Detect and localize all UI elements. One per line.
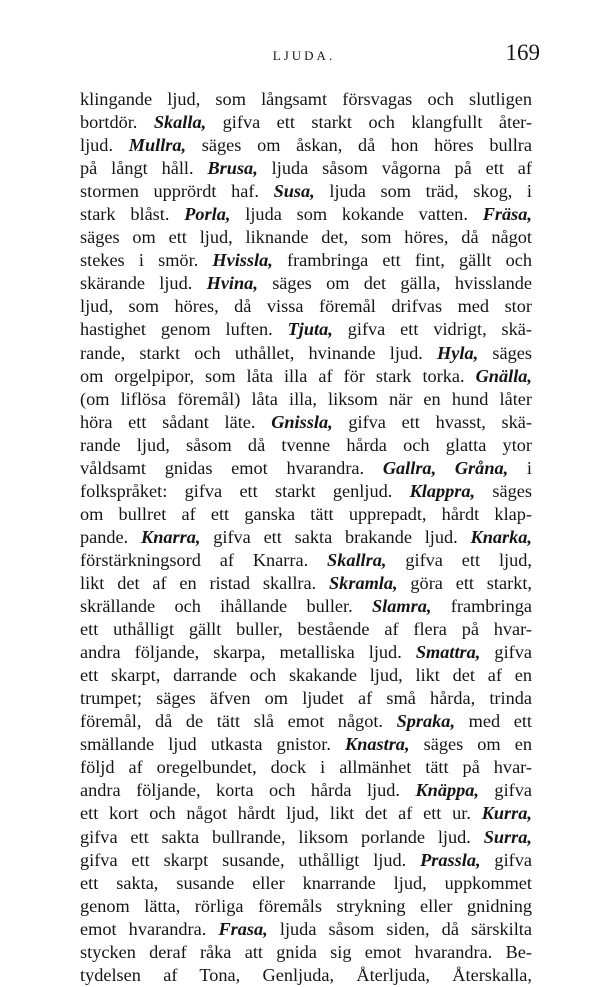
headword: Hvina, [206, 273, 258, 294]
text-line [80, 733, 532, 756]
headword: Gnissla, [271, 411, 333, 432]
text-line [80, 618, 532, 641]
text-run: säges om en [409, 734, 532, 755]
text-run: gifva ett sakta bullrande, liksom porlande ljud. [80, 826, 484, 847]
text-line [80, 457, 532, 480]
text-run: gifva [478, 780, 532, 801]
text-line [80, 641, 532, 664]
headword: Fräsa, [482, 204, 532, 225]
headword: Gnälla, [475, 365, 532, 386]
text-run: gifva ett hvasst, skä- [332, 411, 532, 432]
text-line [80, 111, 532, 134]
page-number: 169 [505, 40, 540, 65]
text-line [80, 526, 532, 549]
text-run: ett skarpt, darrande och skakande ljud, likt det af en [80, 665, 532, 686]
text-line [80, 872, 532, 895]
text-run: ljuda som träd, skog, i [314, 181, 532, 202]
text-run: tydelsen af Tona, Genljuda, Återljuda, Återskalla, [80, 964, 532, 985]
text-run: stark blåst. [80, 204, 185, 225]
text-run: skrällande och ihållande buller. [80, 596, 373, 617]
text-run: smällande ljud utkasta gnistor. [80, 734, 345, 755]
text-line [80, 826, 532, 849]
headword: Skalla, [153, 112, 207, 133]
body-text [80, 88, 532, 987]
text-line [80, 918, 532, 941]
text-run: gifva ett skarpt susande, uthålligt ljud. [80, 849, 421, 870]
text-line [80, 388, 532, 411]
text-run: ett uthålligt gällt buller, bestående af flera på hvar- [80, 619, 532, 640]
headword: Mullra, [128, 135, 187, 156]
text-line [80, 572, 532, 595]
headword: Susa, [273, 181, 315, 202]
text-line [80, 249, 532, 272]
headword: Knastra, [345, 734, 410, 755]
text-line [80, 756, 532, 779]
text-run: emot hvarandra. [80, 918, 219, 939]
text-run: skärande ljud. [80, 273, 207, 294]
headword: Klappra, [409, 480, 476, 501]
text-run: gifva ett starkt och klangfullt åter- [206, 112, 532, 133]
text-run: rande, starkt och uthållet, hvinande ljud. [80, 342, 438, 363]
text-line [80, 480, 532, 503]
text-line [80, 779, 532, 802]
text-run: stekes i smör. [80, 250, 213, 271]
text-line [80, 710, 532, 733]
text-run: följd af oregelbundet, dock i allmänhet tätt på hvar- [80, 757, 532, 778]
text-line [80, 203, 532, 226]
text-line [80, 226, 532, 249]
text-line [80, 964, 532, 987]
text-line [80, 503, 532, 526]
text-run: säges om åskan, då hon höres bullra [186, 135, 532, 156]
text-run: gifva ett vidrigt, skä- [332, 319, 532, 340]
text-line [80, 549, 532, 572]
running-title: LJUDA. [272, 48, 336, 63]
text-run: gifva ett ljud, [386, 549, 532, 570]
text-run: på långt håll. [80, 158, 208, 179]
headword: Prassla, [420, 849, 481, 870]
text-run: om orgelpipor, som låta illa af för stark torka. [80, 365, 476, 386]
text-run: ljud. [80, 135, 129, 156]
headword: Slamra, [372, 596, 432, 617]
headword: Tjuta, [287, 319, 333, 340]
text-run: säges [478, 342, 532, 363]
text-line [80, 895, 532, 918]
text-run: ljuda såsom siden, då särskilta [267, 918, 532, 939]
text-run: likt det af en ristad skallra. [80, 572, 330, 593]
text-run: ljuda såsom vågorna på ett af [257, 158, 532, 179]
text-line [80, 411, 532, 434]
headword: Knarka, [470, 526, 532, 547]
headword: Brusa, [207, 158, 258, 179]
text-line [80, 941, 532, 964]
headword: Frasa, [218, 918, 268, 939]
headword: Spraka, [396, 711, 456, 732]
text-run: ljud, som höres, då vissa föremål drifvas med stor [80, 296, 532, 317]
text-run: trumpet; säges äfven om ljudet af små hårda, trinda [80, 688, 532, 709]
text-run: säges [475, 480, 533, 501]
text-run: med ett [455, 711, 532, 732]
text-run: säges om ett ljud, liknande det, som höres, då något [80, 227, 532, 248]
text-run: rande ljud, såsom då tvenne hårda och glatta ytor [80, 434, 532, 455]
headword: Smattra, [415, 642, 481, 663]
text-run: förstärkningsord af Knarra. [80, 549, 328, 570]
headword: Knarra, [141, 526, 201, 547]
text-run: (om liflösa föremål) låta illa, liksom när en hund låter [80, 388, 532, 409]
headword: Skramla, [329, 572, 398, 593]
text-line [80, 434, 532, 457]
text-line [80, 318, 532, 341]
text-run: föremål, då de tätt slå emot något. [80, 711, 397, 732]
text-run: gifva ett sakta brakande ljud. [200, 526, 471, 547]
text-run: göra ett starkt, [397, 572, 532, 593]
text-run: höra ett sådant läte. [80, 411, 272, 432]
text-run: säges om det gälla, hvisslande [257, 273, 532, 294]
text-run: pande. [80, 526, 141, 547]
text-line [80, 157, 532, 180]
text-run: om bullret af ett ganska tätt upprepadt, hårdt klap- [80, 503, 532, 524]
text-run: frambringa [431, 596, 532, 617]
text-run: andra följande, korta och hårda ljud. [80, 780, 416, 801]
headword: Surra, [483, 826, 532, 847]
headword: Knäppa, [415, 780, 479, 801]
text-run: genom lätta, rörliga föremåls strykning eller gnidning [80, 895, 532, 916]
text-run: bortdör. [80, 112, 154, 133]
headword: Skallra, [327, 549, 387, 570]
text-line [80, 802, 532, 825]
text-line [80, 134, 532, 157]
text-run: stormen upprördt haf. [80, 181, 274, 202]
text-line [80, 272, 532, 295]
text-run: våldsamt gnidas emot hvarandra. [80, 457, 383, 478]
headword: Hyla, [437, 342, 479, 363]
text-run: gifva [480, 849, 532, 870]
text-run: ljuda som kokande vatten. [230, 204, 483, 225]
text-run: andra följande, skarpa, metalliska ljud. [80, 642, 416, 663]
text-run: i [508, 457, 533, 478]
text-run: ett sakta, susande eller knarrande ljud, uppkommet [80, 872, 532, 893]
text-run: klingande ljud, som långsamt försvagas och slutligen [80, 89, 532, 109]
text-run: frambringa ett fint, gällt och [272, 250, 532, 271]
text-line [80, 180, 532, 203]
text-run: ett kort och något hårdt ljud, likt det af ett ur. [80, 803, 482, 824]
text-line [80, 295, 532, 318]
text-line [80, 849, 532, 872]
headword: Hvissla, [212, 250, 273, 271]
headword: Porla, [184, 204, 231, 225]
running-header [0, 40, 608, 74]
text-run: gifva [480, 642, 532, 663]
text-line [80, 365, 532, 388]
text-run: hastighet genom luften. [80, 319, 288, 340]
text-line [80, 342, 532, 365]
text-run: folkspråket: gifva ett starkt genljud. [80, 480, 410, 501]
headword: Kurra, [481, 803, 532, 824]
text-run: stycken deraf råka att gnida sig emot hvarandra. Be- [80, 941, 532, 962]
headword: Gallra, Gråna, [382, 457, 509, 478]
text-line [80, 595, 532, 618]
text-line [80, 664, 532, 687]
text-line [80, 88, 532, 111]
text-line [80, 687, 532, 710]
